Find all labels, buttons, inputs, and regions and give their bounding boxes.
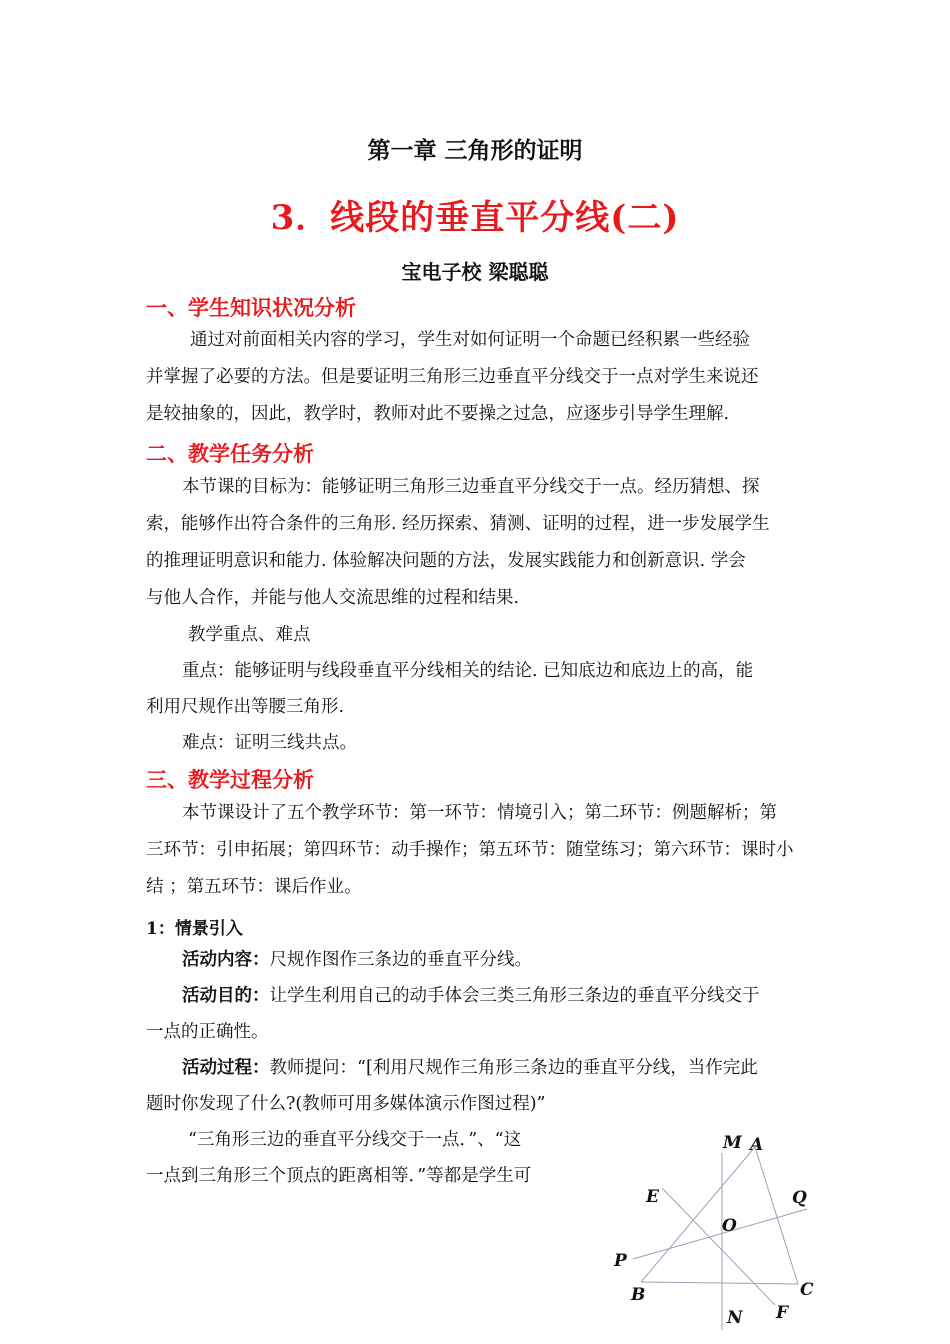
side-ac xyxy=(755,1147,798,1284)
section-2-line-1: 本节课的目标为：能够证明三角形三边垂直平分线交于一点。经历猜想、探 xyxy=(182,477,760,497)
activity-content: 活动内容：尺规作图作三条边的垂直平分线。 xyxy=(182,950,532,970)
key-points-title: 教学重点、难点 xyxy=(188,625,311,645)
label-e: E xyxy=(646,1187,659,1207)
section-1-line-2: 并掌握了必要的方法。但是要证明三角形三边垂直平分线交于一点对学生来说还 xyxy=(146,367,759,387)
label-b: B xyxy=(631,1285,646,1305)
author-line: 宝电子校 梁聪聪 xyxy=(401,260,549,284)
subsection-1-title: 1：情景引入 xyxy=(146,919,243,939)
label-n: N xyxy=(727,1308,743,1328)
side-ab xyxy=(641,1147,755,1282)
activity-process-line-2: 题时你发现了什么?(教师可用多媒体演示作图过程)” xyxy=(146,1094,546,1114)
section-3-line-3: 结 ；第五环节：课后作业。 xyxy=(146,877,362,897)
label-m: M xyxy=(723,1133,742,1153)
key-points-line-2: 利用尺规作出等腰三角形. xyxy=(146,697,345,717)
section-1-line-1: 通过对前面相关内容的学习，学生对如何证明一个命题已经积累一些经验 xyxy=(190,330,750,350)
chapter-title: 第一章 三角形的证明 xyxy=(367,137,583,164)
label-p: P xyxy=(614,1251,627,1271)
section-3-line-1: 本节课设计了五个教学环节：第一环节：情境引入；第二环节：例题解析；第 xyxy=(182,803,777,823)
bisector-pq xyxy=(633,1209,807,1259)
activity-process-line-1: 活动过程：教师提问：“[利用尺规作三角形三条边的垂直平分线，当作完此 xyxy=(182,1058,758,1078)
label-q: Q xyxy=(792,1188,807,1208)
lesson-title: 3．线段的垂直平分线(二) xyxy=(270,198,680,238)
continuation-line-1: “三角形三边的垂直平分线交于一点．”、“这 xyxy=(188,1130,522,1150)
label-a: A xyxy=(750,1135,764,1155)
bisector-ef xyxy=(662,1188,775,1305)
label-f: F xyxy=(776,1303,789,1323)
section-2-line-3: 的推理证明意识和能力. 体验解决问题的方法，发展实践能力和创新意识. 学会 xyxy=(146,551,746,571)
section-1-line-3: 是较抽象的，因此，教学时，教师对此不要操之过急，应逐步引导学生理解. xyxy=(146,404,730,424)
label-o: O xyxy=(722,1216,737,1236)
section-3-heading: 三、教学过程分析 xyxy=(146,767,314,792)
difficult-point: 难点：证明三线共点。 xyxy=(182,733,357,753)
perpendicular-bisector-figure xyxy=(605,1125,820,1340)
section-2-line-2: 索，能够作出符合条件的三角形. 经历探索、猜测、证明的过程，进一步发展学生 xyxy=(146,514,770,534)
section-1-heading: 一、学生知识状况分析 xyxy=(146,295,356,320)
section-3-line-2: 三环节：引申拓展；第四环节：动手操作；第五环节：随堂练习；第六环节：课时小 xyxy=(146,840,794,860)
key-points-line-1: 重点：能够证明与线段垂直平分线相关的结论. 已知底边和底边上的高，能 xyxy=(182,661,754,681)
activity-purpose-line-2: 一点的正确性。 xyxy=(146,1022,269,1042)
section-2-heading: 二、教学任务分析 xyxy=(146,441,314,466)
side-bc xyxy=(641,1282,798,1284)
continuation-line-2: 一点到三角形三个顶点的距离相等．”等都是学生可 xyxy=(146,1166,532,1186)
label-c: C xyxy=(800,1280,814,1300)
activity-purpose-line-1: 活动目的：让学生利用自己的动手体会三类三角形三条边的垂直平分线交于 xyxy=(182,986,760,1006)
section-2-line-4: 与他人合作，并能与他人交流思维的过程和结果. xyxy=(146,588,520,608)
